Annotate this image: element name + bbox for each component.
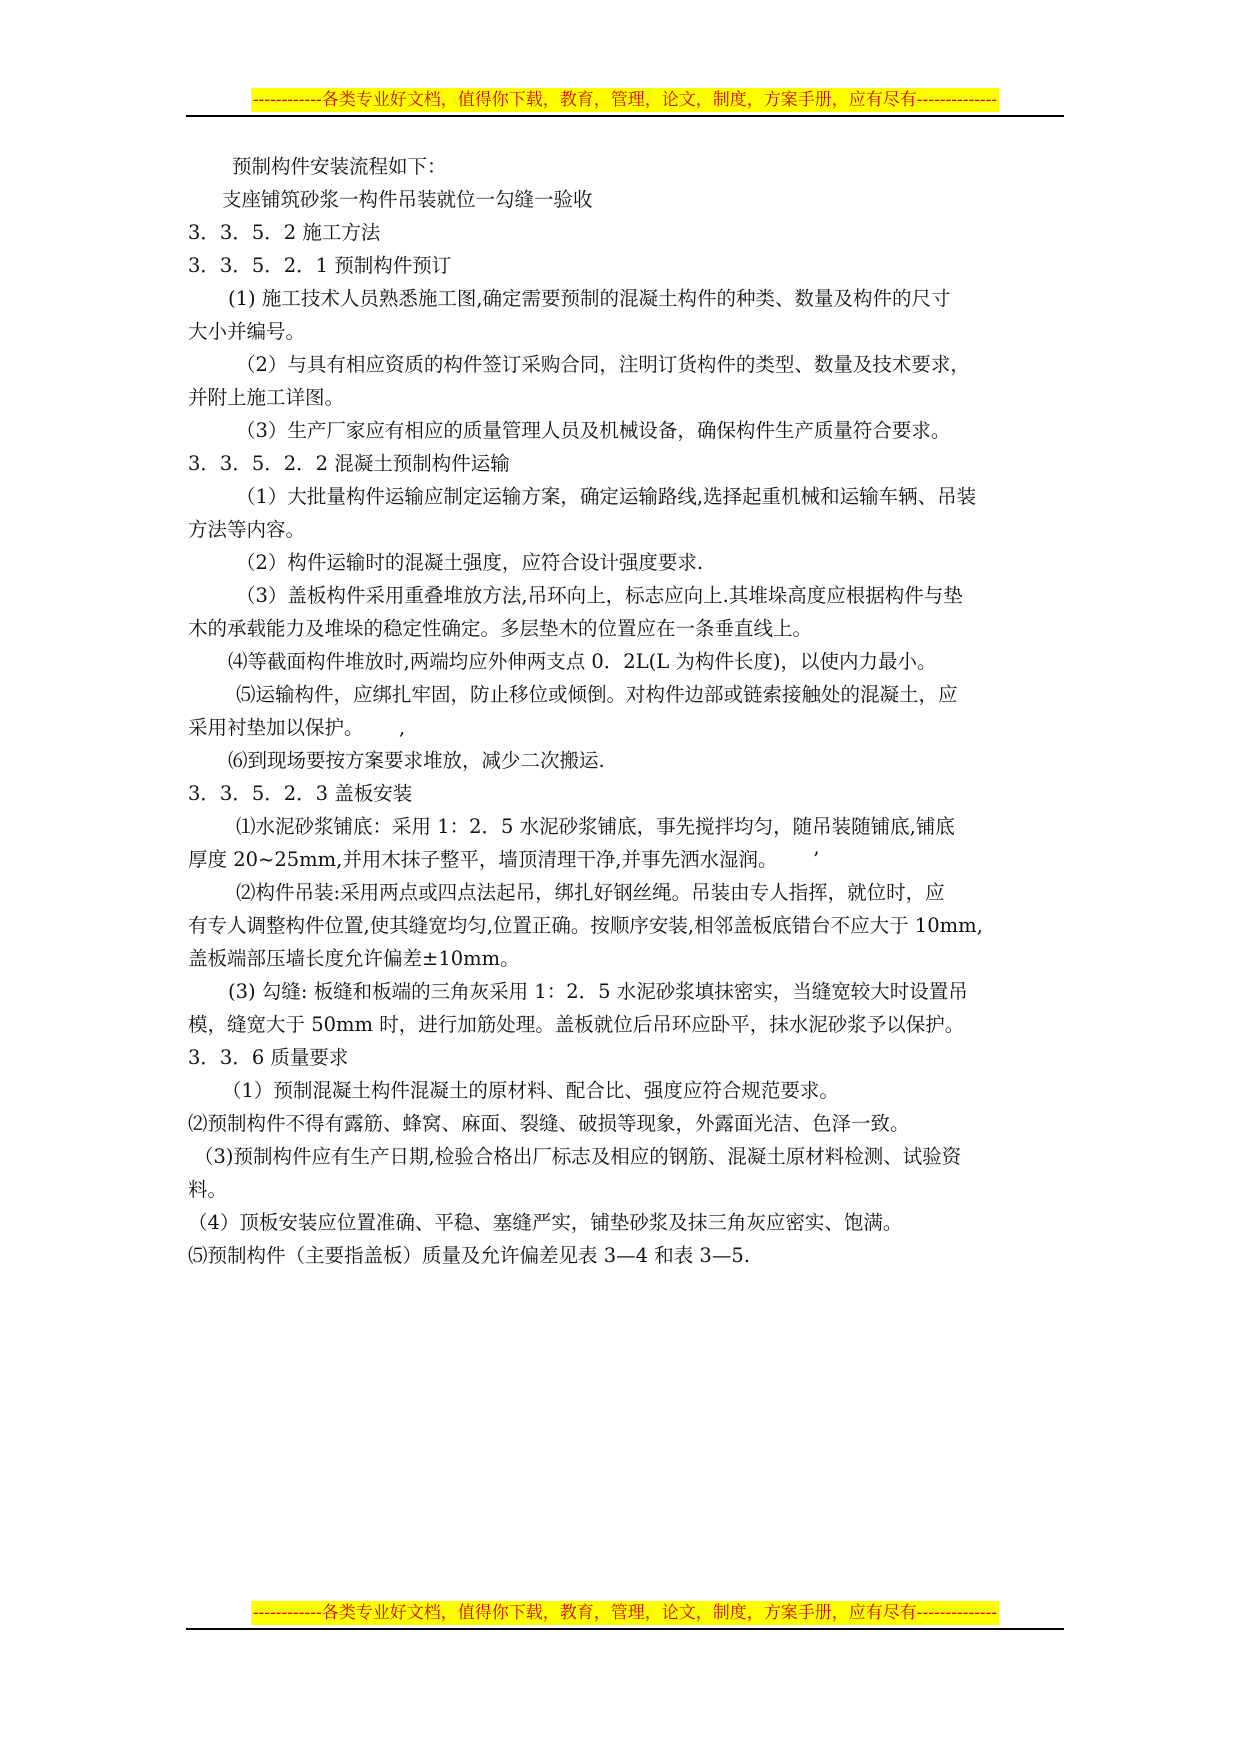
body-line: （3）盖板构件采用重叠堆放方法,吊环向上，标志应向上.其堆垛高度应根据构件与垫	[236, 584, 963, 607]
body-line: 3．3．5．2．2 混凝土预制构件运输	[188, 452, 510, 475]
body-line: 预制构件安装流程如下：	[232, 155, 447, 178]
body-line: （3）生产厂家应有相应的质量管理人员及机械设备，确保构件生产质量符合要求。	[236, 419, 951, 442]
body-line: 支座铺筑砂浆一构件吊装就位一勾缝一验收	[222, 188, 593, 211]
body-line: 有专人调整构件位置,使其缝宽均匀,位置正确。按顺序安装,相邻盖板底错台不应大于 10mm,	[188, 914, 983, 937]
body-line: ⑸预制构件（主要指盖板）质量及允许偏差见表 3—4 和表 3—5.	[188, 1244, 750, 1267]
header-banner-container	[186, 88, 1064, 112]
body-line: (3) 勾缝: 板缝和板端的三角灰采用 1：2．5 水泥砂浆填抹密实，当缝宽较大时设置吊	[228, 980, 968, 1003]
body-line: （4）顶板安装应位置准确、平稳、塞缝严实，铺垫砂浆及抹三角灰应密实、饱满。	[188, 1211, 903, 1234]
document-body	[188, 150, 1062, 1272]
body-line: ⑷等截面构件堆放时,两端均应外伸两支点 0．2L(L 为构件长度)，以使内力最小。	[228, 650, 937, 673]
body-line: 并附上施工详图。	[188, 386, 345, 409]
body-line: (1) 施工技术人员熟悉施工图,确定需要预制的混凝土构件的种类、数量及构件的尺寸	[228, 287, 951, 310]
body-line: 木的承载能力及堆垛的稳定性确定。多层垫木的位置应在一条垂直线上。	[188, 617, 813, 640]
header-rule	[186, 115, 1064, 117]
body-line: 3．3．5．2．3 盖板安装	[188, 782, 413, 805]
body-line: 采用衬垫加以保护。 ,	[188, 716, 406, 739]
body-line: （1）大批量构件运输应制定运输方案，确定运输路线,选择起重机械和运输车辆、吊装	[236, 485, 977, 508]
body-line: 3．3．5．2 施工方法	[188, 221, 381, 244]
body-line: ⑴水泥砂浆铺底：采用 1：2．5 水泥砂浆铺底，事先搅拌均匀，随吊装随铺底,铺底	[236, 815, 955, 838]
body-line: 3．3．5．2．1 预制构件预订	[188, 254, 452, 277]
body-line: ⑵预制构件不得有露筋、蜂窝、麻面、裂缝、破损等现象，外露面光洁、色泽一致。	[188, 1112, 910, 1135]
footer-banner: ------------各类专业好文档，值得你下载，教育，管理，论文，制度，方案手册，应有尽有--------------	[252, 1603, 998, 1623]
body-line: 方法等内容。	[188, 518, 306, 541]
body-line: ⑸运输构件，应绑扎牢固，防止移位或倾倒。对构件边部或链索接触处的混凝土，应	[236, 683, 958, 706]
footer-rule	[186, 1628, 1064, 1630]
footer-banner-container	[186, 1601, 1064, 1625]
body-line: （2）与具有相应资质的构件签订采购合同，注明订货构件的类型、数量及技术要求，	[236, 353, 970, 376]
body-line: （2）构件运输时的混凝土强度，应符合设计强度要求.	[236, 551, 704, 574]
body-line: 大小并编号。	[188, 320, 306, 343]
body-line: 模，缝宽大于 50mm 时，进行加筋处理。盖板就位后吊环应卧平，抹水泥砂浆予以保护。	[188, 1013, 965, 1036]
body-line: 盖板端部压墙长度允许偏差±10mm。	[188, 947, 520, 970]
body-line: 3．3．6 质量要求	[188, 1046, 349, 1069]
body-line: ⑹到现场要按方案要求堆放，减少二次搬运.	[228, 749, 605, 772]
header-banner: ------------各类专业好文档，值得你下载，教育，管理，论文，制度，方案手册，应有尽有--------------	[252, 90, 998, 110]
body-line: 料。	[188, 1178, 228, 1201]
body-line: （1）预制混凝土构件混凝土的原材料、配合比、强度应符合规范要求。	[222, 1079, 839, 1102]
body-line: ⑵构件吊装:采用两点或四点法起吊，绑扎好钢丝绳。吊装由专人指挥，就位时，应	[236, 881, 945, 904]
body-line: 厚度 20~25mm,并用木抹子整平，墙顶清理干净,并事先洒水湿润。 ’	[188, 848, 820, 871]
body-line: （3)预制构件应有生产日期,检验合格出厂标志及相应的钢筋、混凝土原材料检测、试验资	[194, 1145, 962, 1168]
